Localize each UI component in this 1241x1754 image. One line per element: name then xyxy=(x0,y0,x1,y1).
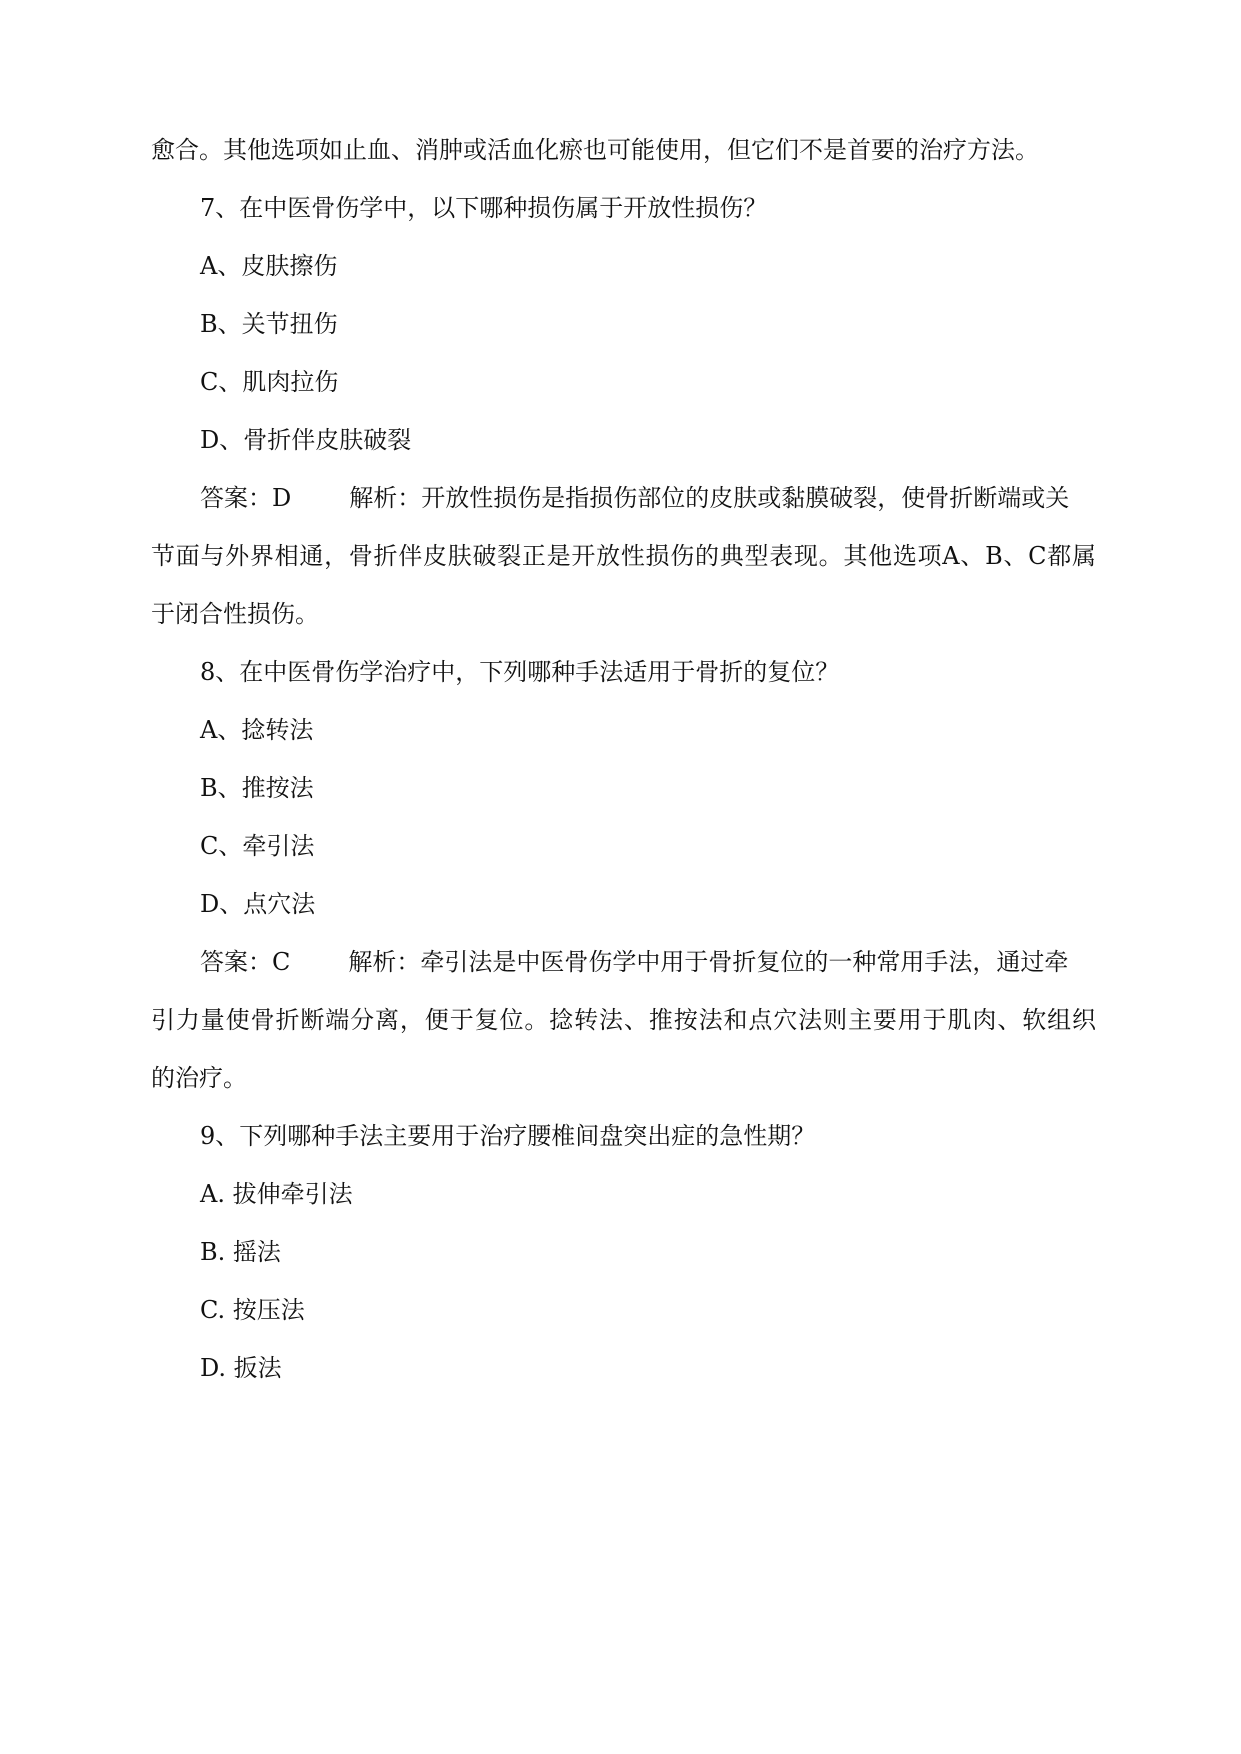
question-8-answer: 答案：C xyxy=(200,948,291,976)
question-8-option-d: D、点穴法 xyxy=(200,890,316,918)
question-8-stem: 8、在中医骨伤学治疗中，下列哪种手法适用于骨折的复位？ xyxy=(200,658,840,686)
question-8-option-b: B、推按法 xyxy=(200,774,314,802)
question-9-stem: 9、下列哪种手法主要用于治疗腰椎间盘突出症的急性期？ xyxy=(200,1122,816,1150)
question-8-analysis-line-3: 的治疗。 xyxy=(151,1064,247,1092)
question-7-answer-row xyxy=(200,483,1069,513)
question-7-option-d: D、骨折伴皮肤破裂 xyxy=(200,426,412,454)
question-9-option-b: B. 摇法 xyxy=(200,1238,281,1266)
question-7-stem: 7、在中医骨伤学中，以下哪种损伤属于开放性损伤？ xyxy=(200,194,768,222)
question-7-option-b: B、关节扭伤 xyxy=(200,310,338,338)
question-8-analysis-line-1: 解析：牵引法是中医骨伤学中用于骨折复位的一种常用手法，通过牵 xyxy=(348,948,1069,976)
question-7-answer: 答案：D xyxy=(200,484,292,512)
question-7-analysis-line-3: 于闭合性损伤。 xyxy=(151,600,319,628)
question-8-analysis-line-2: 引力量使骨折断端分离，便于复位。捻转法、推按法和点穴法则主要用于肌肉、软组织 xyxy=(151,1006,1096,1034)
question-8-answer-row xyxy=(200,947,1068,977)
question-7-option-c: C、肌肉拉伤 xyxy=(200,368,339,396)
question-9-option-a: A. 拔伸牵引法 xyxy=(200,1180,353,1208)
question-7-analysis-line-2: 节面与外界相通，骨折伴皮肤破裂正是开放性损伤的典型表现。其他选项A、B、C都属 xyxy=(151,542,1096,570)
question-9-option-c: C. 按压法 xyxy=(200,1296,305,1324)
question-8-option-a: A、捻转法 xyxy=(200,716,314,744)
question-8-option-c: C、牵引法 xyxy=(200,832,315,860)
question-9-option-d: D. 扳法 xyxy=(200,1354,282,1382)
question-7-option-a: A、皮肤擦伤 xyxy=(200,252,338,280)
continuation-text: 愈合。其他选项如止血、消肿或活血化瘀也可能使用，但它们不是首要的治疗方法。 xyxy=(151,136,1039,164)
question-7-analysis-line-1: 解析：开放性损伤是指损伤部位的皮肤或黏膜破裂，使骨折断端或关 xyxy=(349,484,1070,512)
